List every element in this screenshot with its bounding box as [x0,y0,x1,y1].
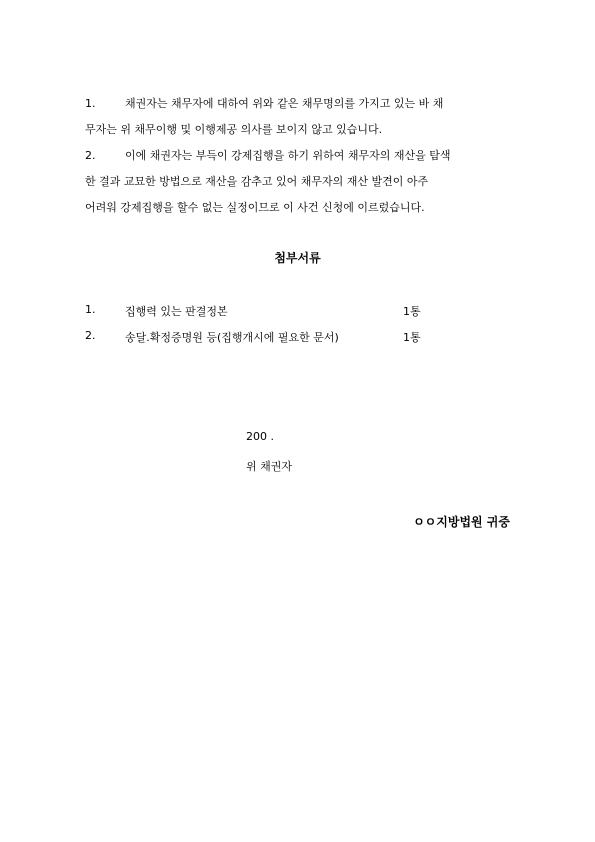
attachment-2-number: 2. [85,329,96,342]
reason-2-line-2 [85,175,428,189]
reason-2-line-1 [85,149,451,163]
reason-2-line-3 [85,201,425,215]
attachment-item-2 [85,329,445,345]
reason-2-text-line-2: 한 결과 교묘한 방법으로 재산을 감추고 있어 채무자의 재산 발견이 아주 [85,175,429,188]
attachments-heading: 첨부서류 [274,251,321,265]
date-line: 200 . [246,430,274,443]
reason-2-number: 2. [85,149,96,162]
attachment-2-quantity: 1통 [403,331,421,344]
reason-1-line-1 [85,97,443,111]
reason-1-text-line-1: 채권자는 채무자에 대하여 위와 같은 채무명의를 가지고 있는 바 채 [125,97,444,110]
attachment-1-description: 집행력 있는 판결정본 [125,305,228,318]
attachment-item-1 [85,303,445,319]
reason-1-text-line-2: 무자는 위 채무이행 및 이행제공 의사를 보이지 않고 있습니다. [85,123,383,136]
reason-2-text-line-1: 이에 채권자는 부득이 강제집행을 하기 위하여 채무자의 재산을 탐색 [125,149,451,162]
attachment-2-description: 송달.확정증명원 등(집행개시에 필요한 문서) [125,331,339,344]
reason-1-line-2 [85,123,382,137]
creditor-signature: 위 채권자 [246,460,293,473]
attachment-1-quantity: 1통 [403,305,421,318]
reason-2-text-line-3: 어려워 강제집행을 할수 없는 실정이므로 이 사건 신청에 이르렀습니다. [85,201,425,214]
attachment-1-number: 1. [85,303,96,316]
court-addressee: ㅇㅇ지방법원 귀중 [413,515,510,529]
reason-1-number: 1. [85,97,96,110]
